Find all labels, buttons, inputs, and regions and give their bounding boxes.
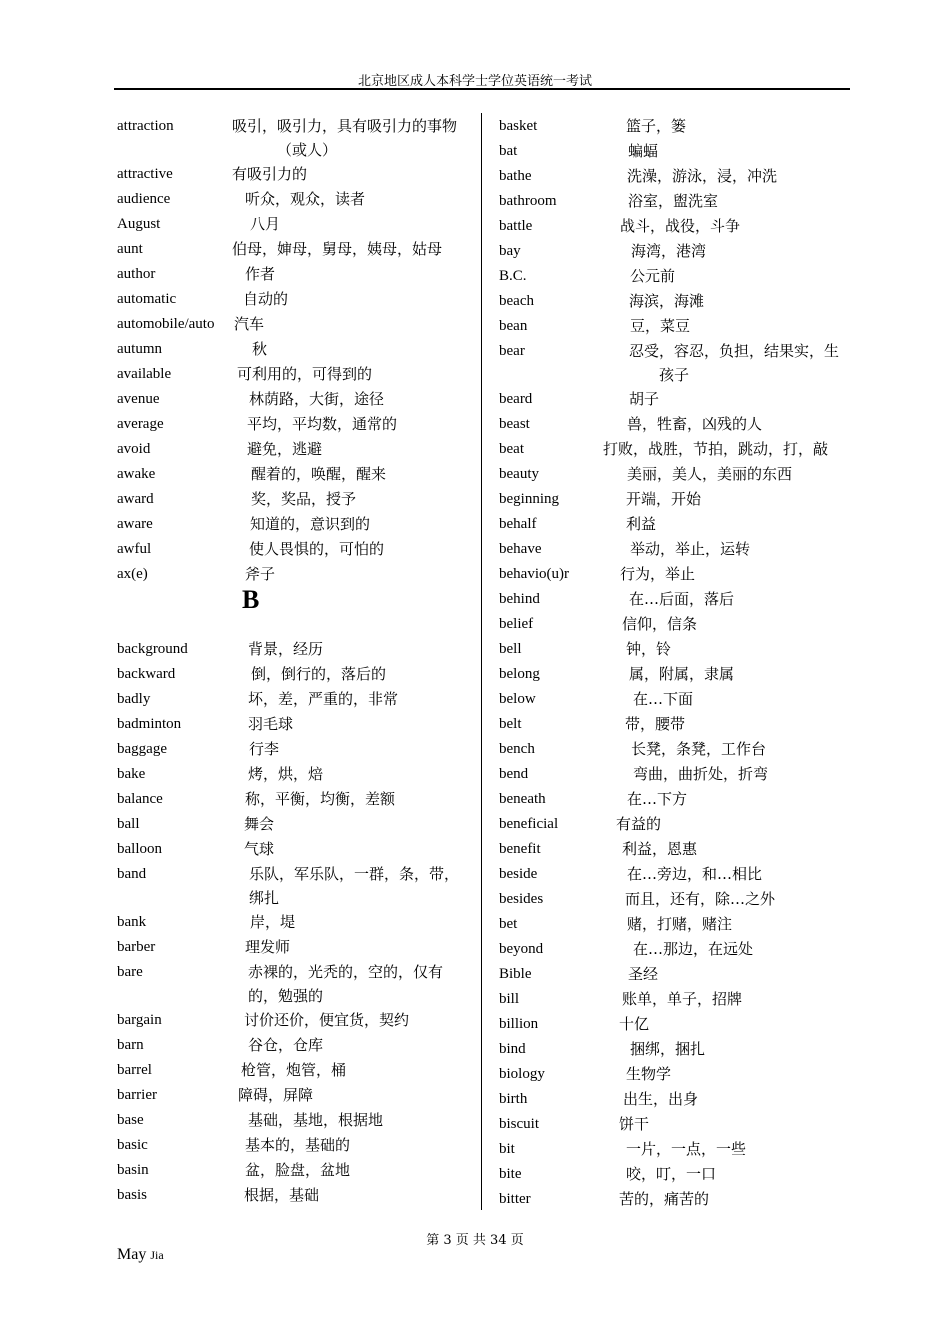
vocab-entry (499, 487, 849, 512)
vocab-word: ball (117, 816, 140, 832)
vocab-definition: 羽毛球 (248, 715, 294, 733)
vocab-entry (499, 1137, 849, 1162)
vocab-definition: 十亿 (619, 1015, 650, 1033)
vocab-entry (117, 935, 469, 960)
vocab-entry (499, 339, 849, 387)
vocab-entry (117, 862, 469, 910)
vocab-definition: 在…后面，落后 (629, 590, 735, 608)
vocab-entry (117, 237, 469, 262)
vocab-word: basket (499, 118, 538, 134)
vocab-entry (499, 1087, 849, 1112)
vocab-entry (499, 662, 849, 687)
vocab-definition: 八月 (250, 215, 281, 233)
vocab-definition: 伯母，婶母，舅母，姨母，姑母 (232, 240, 443, 258)
vocab-entry (499, 214, 849, 239)
vocab-word: bend (499, 766, 529, 782)
vocab-entry (499, 1037, 849, 1062)
vocab-entry (499, 164, 849, 189)
vocab-word: bathe (499, 168, 532, 184)
vocab-entry (117, 1183, 469, 1208)
vocab-word: bay (499, 243, 521, 259)
vocab-entry (499, 1112, 849, 1137)
vocab-entry (499, 612, 849, 637)
vocab-definition: 开端，开始 (626, 490, 702, 508)
vocab-entry (499, 289, 849, 314)
vocab-word: background (117, 641, 188, 657)
vocab-definition: 奖，奖品，授予 (251, 490, 357, 508)
vocab-definition: 胡子 (629, 390, 660, 408)
vocab-definition: 豆，菜豆 (630, 317, 691, 335)
vocab-word: beginning (499, 491, 559, 507)
vocab-word: autumn (117, 341, 162, 357)
vocab-definition: 洗澡，游泳，浸，冲洗 (627, 167, 778, 185)
vocab-word: behavio(u)r (499, 566, 569, 582)
footer-author-main: May (117, 1246, 147, 1263)
vocab-definition: 在…那边，在远处 (633, 940, 754, 958)
vocab-word: basis (117, 1187, 147, 1203)
vocab-definition: 坏，差，严重的，非常 (248, 690, 399, 708)
vocab-word: beast (499, 416, 530, 432)
page-header-title: 北京地区成人本科学士学位英语统一考试 (357, 74, 592, 89)
vocab-word: barber (117, 939, 156, 955)
vocab-word: balance (117, 791, 163, 807)
vocab-entry (499, 637, 849, 662)
vocab-entry (499, 887, 849, 912)
vocab-entry (499, 862, 849, 887)
vocab-definition: 饼干 (619, 1115, 650, 1133)
vocab-word: below (499, 691, 536, 707)
vocab-entry (117, 1108, 469, 1133)
vocab-entry (117, 537, 469, 562)
vocab-word: bell (499, 641, 522, 657)
vocab-word: bean (499, 318, 528, 334)
vocab-word: awake (117, 466, 156, 482)
vocab-definition: 秋 (252, 340, 268, 358)
vocab-word: badly (117, 691, 151, 707)
vocab-entry (499, 114, 849, 139)
vocab-entry (117, 960, 469, 1008)
vocab-entry (499, 462, 849, 487)
footer-author-small: Jia (150, 1248, 164, 1262)
vocab-entry (499, 587, 849, 612)
vocab-entry (117, 637, 469, 662)
vocab-definition: 圣经 (628, 965, 659, 983)
vocab-entry (499, 239, 849, 264)
vocab-entry (499, 712, 849, 737)
vocab-entry (117, 162, 469, 187)
vocab-word: base (117, 1112, 144, 1128)
vocab-entry (499, 314, 849, 339)
vocab-entry (117, 1058, 469, 1083)
vocab-definition: 在…下方 (627, 790, 688, 808)
vocab-word: beneficial (499, 816, 559, 832)
vocab-word: bite (499, 1166, 522, 1182)
vocab-definition: 属，附属，隶属 (629, 665, 735, 683)
page-number: 第 3 页 共 34 页 (426, 1233, 524, 1248)
vocab-entry (499, 264, 849, 289)
vocab-word: bargain (117, 1012, 162, 1028)
vocab-definition: 行李 (249, 740, 280, 758)
vocab-word: bathroom (499, 193, 557, 209)
vocab-word: bet (499, 916, 518, 932)
vocab-definition: 而且，还有，除…之外 (625, 890, 776, 908)
vocab-entry (117, 662, 469, 687)
vocab-definition: 盆，脸盘，盆地 (245, 1161, 351, 1179)
vocab-entry (117, 837, 469, 862)
vocab-definition: 举动，举止，运转 (630, 540, 751, 558)
vocab-definition: 林荫路，大街，途径 (249, 390, 385, 408)
vocab-word: basin (117, 1162, 149, 1178)
vocab-word: award (117, 491, 154, 507)
vocab-definition: 带，腰带 (625, 715, 686, 733)
vocab-word: bare (117, 964, 143, 980)
vocab-definition: 出生，出身 (623, 1090, 699, 1108)
vocab-definition: 乐队，军乐队，一群，条，带，绑扎 (249, 865, 460, 907)
vocab-word: bill (499, 991, 520, 1007)
vocab-definition: 作者 (245, 265, 276, 283)
vocab-definition: 长凳，条凳，工作台 (631, 740, 767, 758)
vocab-definition: 斧子 (245, 565, 276, 583)
vocab-definition: 吸引，吸引力，具有吸引力的事物（或人） (232, 117, 458, 159)
vocab-definition: 舞会 (244, 815, 275, 833)
vocab-entry (117, 1008, 469, 1033)
vocab-word: baggage (117, 741, 167, 757)
vocab-definition: 平均，平均数，通常的 (247, 415, 398, 433)
vocab-definition: 根据，基础 (244, 1186, 320, 1204)
vocab-word: aunt (117, 241, 143, 257)
vocab-word: benefit (499, 841, 541, 857)
vocab-definition: 谷仓，仓库 (248, 1036, 324, 1054)
vocab-definition: 海湾，港湾 (631, 242, 707, 260)
vocab-entry (117, 262, 469, 287)
vocab-word: besides (499, 891, 544, 907)
vocab-word: beat (499, 441, 524, 457)
vocab-word: bat (499, 143, 518, 159)
vocab-entry (117, 312, 469, 337)
vocab-word: beyond (499, 941, 544, 957)
vocab-entry (117, 187, 469, 212)
footer-author (117, 1246, 164, 1264)
vocab-word: backward (117, 666, 176, 682)
vocab-definition: 汽车 (234, 315, 265, 333)
vocab-word: barrel (117, 1062, 152, 1078)
left-word-column (117, 114, 469, 1208)
vocab-definition: 有益的 (616, 815, 662, 833)
vocab-entry (499, 912, 849, 937)
vocab-entry (499, 987, 849, 1012)
vocab-definition: 枪管，炮管，桶 (241, 1061, 347, 1079)
vocab-word: belong (499, 666, 540, 682)
vocab-definition: 一片，一点，一些 (626, 1140, 747, 1158)
vocab-word: behalf (499, 516, 537, 532)
vocab-word: Bible (499, 966, 532, 982)
vocab-entry (117, 787, 469, 812)
vocab-definition: 在…下面 (633, 690, 694, 708)
vocab-entry (117, 212, 469, 237)
vocab-definition: 苦的，痛苦的 (619, 1190, 710, 1208)
vocab-definition: 使人畏惧的，可怕的 (249, 540, 385, 558)
vocab-entry (117, 812, 469, 837)
vocab-definition: 倒，倒行的，落后的 (251, 665, 387, 683)
vocab-definition: 可利用的，可得到的 (237, 365, 373, 383)
vocab-word: awful (117, 541, 152, 557)
vocab-word: bank (117, 914, 147, 930)
vocab-definition: 海滨，海滩 (629, 292, 705, 310)
vocab-entry (117, 910, 469, 935)
vocab-word: biscuit (499, 1116, 539, 1132)
vocab-word: belt (499, 716, 522, 732)
vocab-entry (499, 189, 849, 214)
vocab-word: basic (117, 1137, 148, 1153)
section-letter: B (242, 585, 260, 614)
vocab-entry (499, 1062, 849, 1087)
vocab-entry (117, 562, 469, 587)
vocab-definition: 气球 (244, 840, 275, 858)
vocab-entry (499, 1012, 849, 1037)
vocab-definition: 避免，逃避 (247, 440, 323, 458)
vocab-entry (499, 687, 849, 712)
vocab-entry (117, 337, 469, 362)
vocab-word: behind (499, 591, 540, 607)
vocab-entry (117, 512, 469, 537)
vocab-definition: 基础，基地，根据地 (248, 1111, 384, 1129)
vocab-definition: 打败，战胜，节拍，跳动，打，敲 (603, 440, 829, 458)
vocab-entry (499, 562, 849, 587)
vocab-word: balloon (117, 841, 162, 857)
vocab-word: attraction (117, 118, 174, 134)
vocab-definition: 背景，经历 (248, 640, 324, 658)
vocab-word: average (117, 416, 164, 432)
vocab-definition: 蝙蝠 (628, 142, 659, 160)
vocab-word: bear (499, 343, 525, 359)
vocab-definition: 信仰，信条 (622, 615, 698, 633)
vocab-entry (499, 737, 849, 762)
vocab-entry (499, 412, 849, 437)
vocab-entry (499, 962, 849, 987)
vocab-entry (117, 387, 469, 412)
vocab-word: beach (499, 293, 534, 309)
vocab-word: badminton (117, 716, 182, 732)
vocab-entry (499, 139, 849, 164)
section-letter-row (117, 587, 469, 637)
vocab-word: audience (117, 191, 171, 207)
vocab-definition: 理发师 (245, 938, 291, 956)
vocab-word: bitter (499, 1191, 531, 1207)
vocab-definition: 捆绑，捆扎 (630, 1040, 706, 1058)
vocab-word: barrier (117, 1087, 157, 1103)
vocab-entry (117, 762, 469, 787)
vocab-definition: 赌，打赌，赌注 (627, 915, 733, 933)
vocab-entry (499, 1187, 849, 1212)
vocab-definition: 利益 (626, 515, 657, 533)
vocab-definition: 知道的，意识到的 (250, 515, 371, 533)
vocab-word: avenue (117, 391, 160, 407)
vocab-word: author (117, 266, 156, 282)
vocab-definition: 称，平衡，均衡，差额 (245, 790, 396, 808)
vocab-definition: 战斗，战役，斗争 (620, 217, 741, 235)
vocab-word: aware (117, 516, 153, 532)
vocab-entry (117, 462, 469, 487)
vocab-definition: 讨价还价，便宜货，契约 (244, 1011, 410, 1029)
vocab-definition: 咬，叮，一口 (626, 1165, 717, 1183)
vocab-word: behave (499, 541, 542, 557)
vocab-definition: 篮子，篓 (626, 117, 687, 135)
vocab-word: B.C. (499, 268, 527, 284)
vocab-entry (117, 1158, 469, 1183)
vocab-entry (499, 1162, 849, 1187)
vocab-word: August (117, 216, 161, 232)
column-divider (481, 113, 482, 1210)
vocab-definition: 障碍，屏障 (238, 1086, 314, 1104)
vocab-word: battle (499, 218, 533, 234)
vocab-word: bake (117, 766, 146, 782)
header-rule (114, 88, 850, 90)
vocab-entry (117, 1033, 469, 1058)
vocab-definition: 有吸引力的 (232, 165, 308, 183)
vocab-definition: 行为，举止 (620, 565, 696, 583)
vocab-entry (499, 537, 849, 562)
right-word-column (499, 114, 849, 1212)
vocab-definition: 账单，单子，招牌 (622, 990, 743, 1008)
vocab-entry (117, 287, 469, 312)
vocab-entry (117, 412, 469, 437)
vocab-entry (117, 487, 469, 512)
vocab-definition: 生物学 (626, 1065, 672, 1083)
vocab-word: barn (117, 1037, 144, 1053)
vocab-entry (117, 712, 469, 737)
vocab-word: automatic (117, 291, 177, 307)
vocab-entry (117, 437, 469, 462)
vocab-definition: 公元前 (630, 267, 676, 285)
vocab-definition: 兽，牲畜，凶残的人 (627, 415, 763, 433)
vocab-entry (117, 737, 469, 762)
vocab-entry (499, 812, 849, 837)
vocab-definition: 美丽，美人，美丽的东西 (627, 465, 793, 483)
vocab-entry (499, 762, 849, 787)
vocab-definition: 赤裸的，光秃的，空的，仅有的，勉强的 (248, 963, 444, 1005)
vocab-word: available (117, 366, 172, 382)
vocab-word: bit (499, 1141, 515, 1157)
vocab-definition: 听众，观众，读者 (245, 190, 366, 208)
vocab-entry (117, 1083, 469, 1108)
vocab-entry (117, 1133, 469, 1158)
vocab-definition: 醒着的，唤醒，醒来 (251, 465, 387, 483)
vocab-word: billion (499, 1016, 539, 1032)
vocab-entry (499, 937, 849, 962)
vocab-definition: 岸，堤 (250, 913, 296, 931)
vocab-entry (499, 437, 849, 462)
vocab-word: bench (499, 741, 535, 757)
vocab-definition: 钟，铃 (626, 640, 672, 658)
vocab-entry (117, 362, 469, 387)
vocab-definition: 自动的 (243, 290, 289, 308)
vocab-word: belief (499, 616, 534, 632)
vocab-word: biology (499, 1066, 545, 1082)
vocab-definition: 烤，烘，焙 (248, 765, 324, 783)
vocab-word: ax(e) (117, 566, 148, 582)
vocab-entry (499, 512, 849, 537)
vocab-definition: 基本的，基础的 (245, 1136, 351, 1154)
vocab-definition: 在…旁边，和…相比 (627, 865, 763, 883)
vocab-word: automobile/auto (117, 316, 215, 332)
vocab-definition: 忍受，容忍，负担，结果实，生孩子 (629, 342, 840, 384)
vocab-entry (499, 837, 849, 862)
vocab-entry (117, 687, 469, 712)
vocab-definition: 利益，恩惠 (622, 840, 698, 858)
vocab-entry (499, 787, 849, 812)
vocab-word: beneath (499, 791, 546, 807)
vocab-definition: 弯曲，曲折处，折弯 (633, 765, 769, 783)
vocab-entry (499, 387, 849, 412)
vocab-definition: 浴室，盥洗室 (628, 192, 719, 210)
vocab-entry (117, 114, 469, 162)
vocab-word: bind (499, 1041, 526, 1057)
vocab-word: band (117, 866, 147, 882)
vocab-word: beside (499, 866, 538, 882)
vocab-word: beard (499, 391, 533, 407)
vocab-word: birth (499, 1091, 528, 1107)
vocab-word: attractive (117, 166, 173, 182)
vocab-word: avoid (117, 441, 151, 457)
vocab-word: beauty (499, 466, 539, 482)
